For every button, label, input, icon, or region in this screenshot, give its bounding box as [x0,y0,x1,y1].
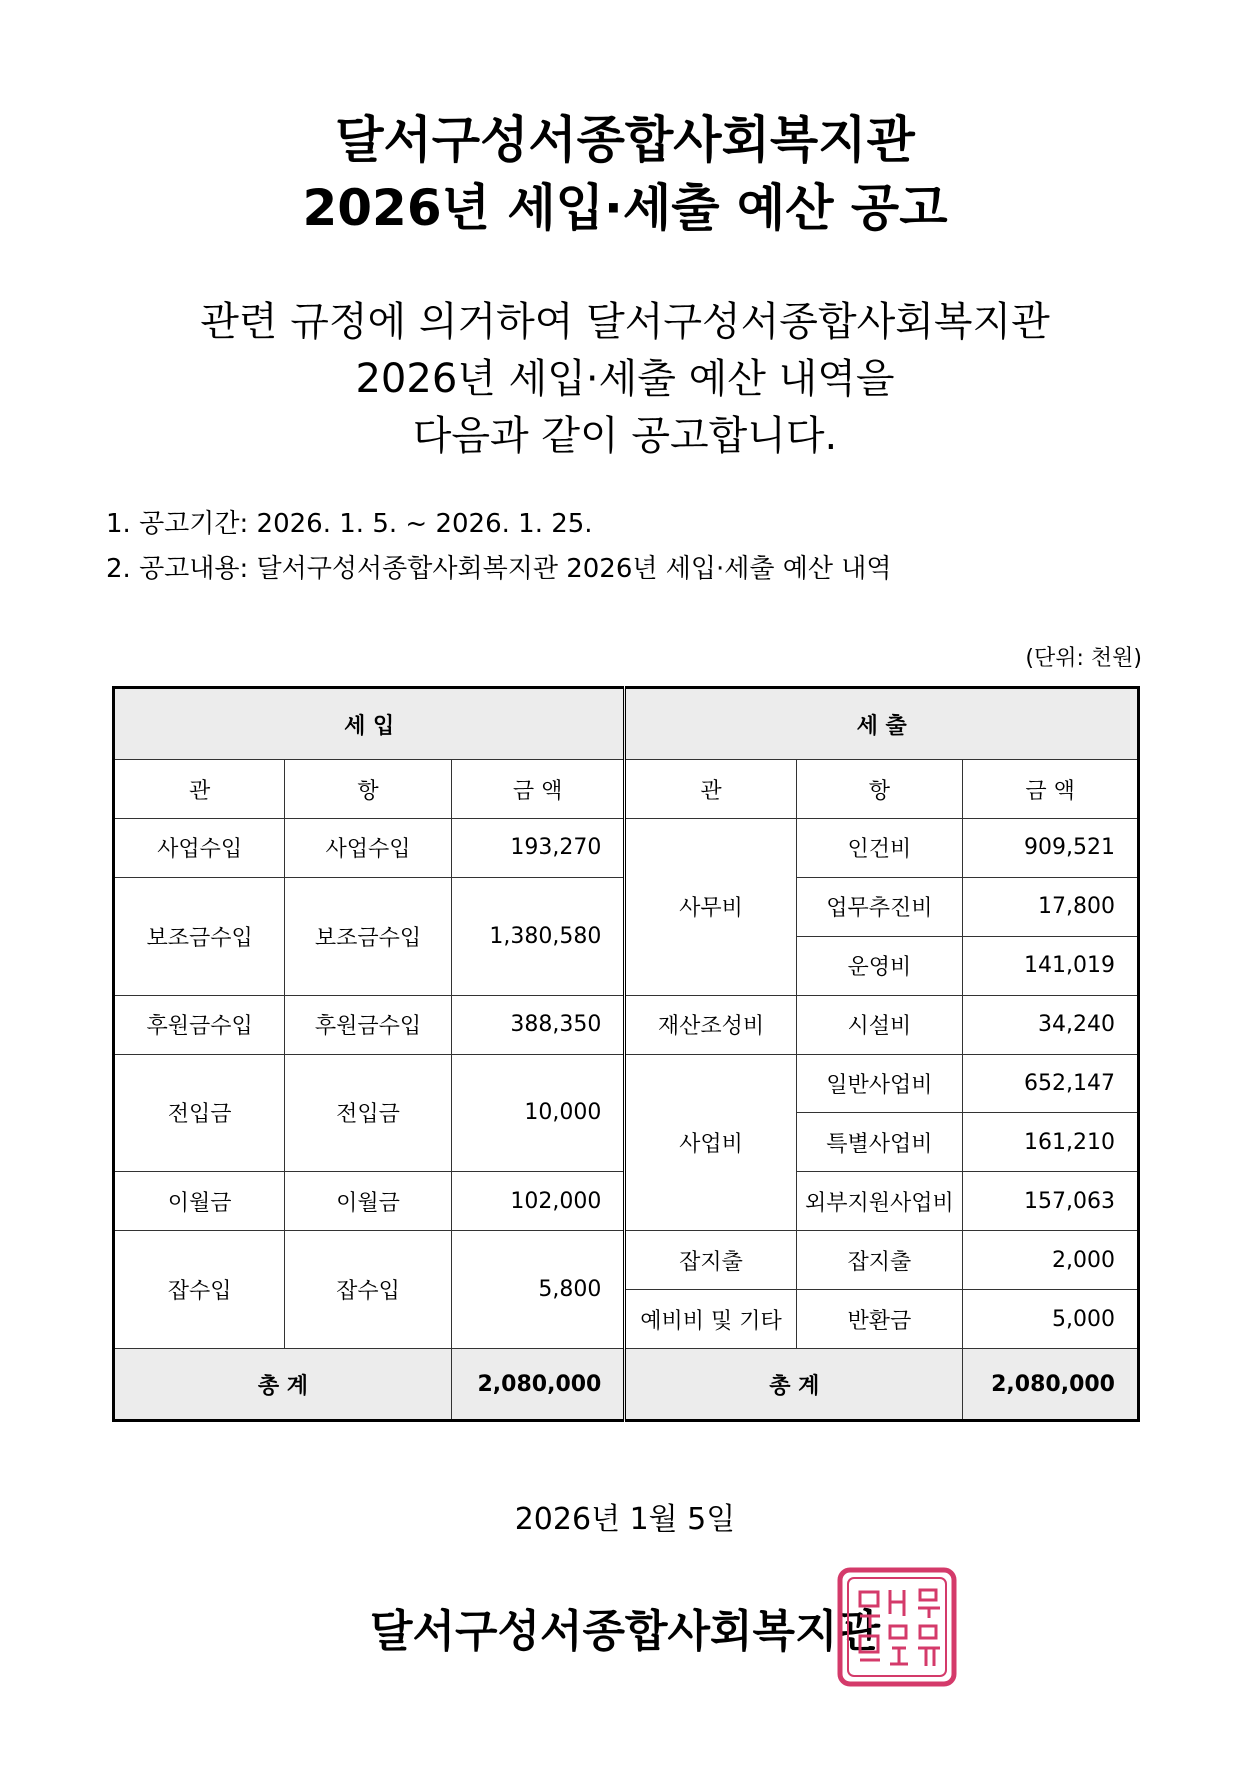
revenue-amount-cell: 1,380,580 [451,877,624,995]
expense-amount-cell: 157,063 [963,1172,1139,1231]
expense-hang-cell: 잡지출 [796,1231,963,1290]
revenue-hang-cell: 후원금수입 [285,995,452,1054]
intro-line-3: 다음과 같이 공고합니다. [412,413,838,459]
announcement-date: 2026년 1월 5일 [514,1502,736,1537]
expense-hang-cell: 시설비 [796,995,963,1054]
expense-hang-cell: 인건비 [796,819,963,878]
budget-table [112,686,1140,1422]
expense-amount-cell: 2,000 [963,1231,1139,1290]
revenue-hang-cell: 전입금 [285,1054,452,1172]
expense-col-amount: 금 액 [963,760,1139,819]
revenue-amount-cell: 102,000 [451,1172,624,1231]
expense-amount-cell: 652,147 [963,1054,1139,1113]
expense-hang-cell: 업무추진비 [796,877,963,936]
intro-line-2: 2026년 세입·세출 예산 내역을 [355,356,895,402]
expense-gwan-cell: 사업비 [625,1054,796,1231]
revenue-gwan-cell: 보조금수입 [114,877,285,995]
revenue-hang-cell: 이월금 [285,1172,452,1231]
expense-hang-cell: 외부지원사업비 [796,1172,963,1231]
expense-col-hang: 항 [796,760,963,819]
expense-header: 세 출 [625,688,1139,760]
unit-label: (단위: 천원) [1025,646,1142,671]
title-line-2: 2026년 세입·세출 예산 공고 [302,179,948,237]
revenue-amount-cell: 5,800 [451,1231,624,1349]
revenue-amount-cell: 10,000 [451,1054,624,1172]
expense-hang-cell: 반환금 [796,1290,963,1349]
revenue-col-amount: 금 액 [451,760,624,819]
expense-amount-cell: 34,240 [963,995,1139,1054]
revenue-total-amount: 2,080,000 [451,1349,624,1421]
expense-total-amount: 2,080,000 [963,1349,1139,1421]
revenue-amount-cell: 388,350 [451,995,624,1054]
expense-col-gwan: 관 [625,760,796,819]
revenue-gwan-cell: 잡수입 [114,1231,285,1349]
expense-hang-cell: 특별사업비 [796,1113,963,1172]
revenue-col-gwan: 관 [114,760,285,819]
column-header-row [114,760,1139,819]
revenue-amount-cell: 193,270 [451,819,624,878]
expense-hang-cell: 일반사업비 [796,1054,963,1113]
expense-amount-cell: 17,800 [963,877,1139,936]
revenue-gwan-cell: 사업수입 [114,819,285,878]
expense-gwan-cell: 잡지출 [625,1231,796,1290]
revenue-hang-cell: 보조금수입 [285,877,452,995]
revenue-hang-cell: 사업수입 [285,819,452,878]
expense-gwan-cell: 사무비 [625,819,796,996]
official-seal-stamp [834,1564,960,1690]
expense-gwan-cell: 예비비 및 기타 [625,1290,796,1349]
revenue-gwan-cell: 전입금 [114,1054,285,1172]
revenue-total-label: 총 계 [114,1349,452,1421]
revenue-hang-cell: 잡수입 [285,1231,452,1349]
title-line-1: 달서구성서종합사회복지관 [335,111,915,169]
expense-amount-cell: 5,000 [963,1290,1139,1349]
expense-gwan-cell: 재산조성비 [625,995,796,1054]
expense-total-label: 총 계 [625,1349,963,1421]
revenue-col-hang: 항 [285,760,452,819]
announcement-content: 2. 공고내용: 달서구성서종합사회복지관 2026년 세입·세출 예산 내역 [106,554,892,584]
revenue-header: 세 입 [114,688,625,760]
intro-line-1: 관련 규정에 의거하여 달서구성서종합사회복지관 [200,299,1050,345]
total-row [114,1349,1139,1421]
revenue-gwan-cell: 후원금수입 [114,995,285,1054]
expense-amount-cell: 161,210 [963,1113,1139,1172]
announcement-period: 1. 공고기간: 2026. 1. 5. ~ 2026. 1. 25. [106,509,593,539]
section-header-row [114,688,1139,760]
revenue-gwan-cell: 이월금 [114,1172,285,1231]
expense-hang-cell: 운영비 [796,936,963,995]
organization-name: 달서구성서종합사회복지관 [369,1606,881,1657]
expense-amount-cell: 909,521 [963,819,1139,878]
expense-amount-cell: 141,019 [963,936,1139,995]
